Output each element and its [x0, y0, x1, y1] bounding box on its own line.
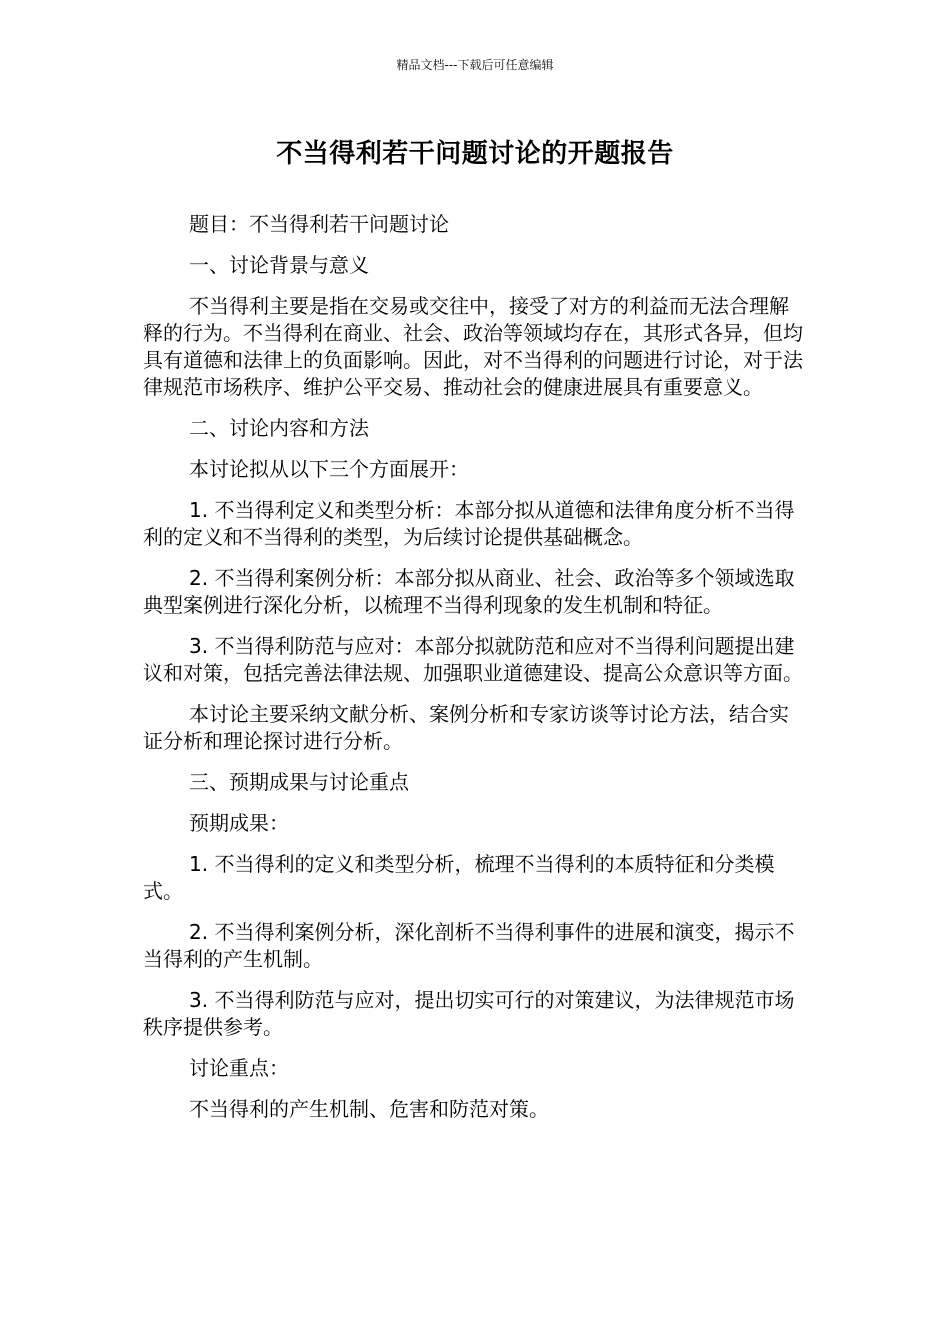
expected-outcomes-label: 预期成果：	[189, 811, 289, 835]
outcome-item-1: 1. 不当得利的定义和类型分析，梳理不当得利的本质特征和分类模式。	[143, 852, 775, 903]
page-header: 精品文档---下载后可任意编辑	[396, 58, 554, 72]
focus-paragraph: 不当得利的产生机制、危害和防范对策。	[189, 1097, 549, 1121]
content-item-3: 3. 不当得利防范与应对：本部分拟就防范和应对不当得利问题提出建议和对策，包括完善法律法规、加强职业道德建设、提高公众意识等方面。	[143, 634, 803, 685]
outcome-item-2: 2. 不当得利案例分析，深化剖析不当得利事件的进展和演变，揭示不当得利的产生机制。	[143, 920, 795, 971]
content-item-1: 1. 不当得利定义和类型分析：本部分拟从道德和法律角度分析不当得利的定义和不当得利的类型，为后续讨论提供基础概念。	[143, 498, 795, 549]
document-title: 不当得利若干问题讨论的开题报告	[276, 139, 674, 169]
document-body	[143, 211, 803, 1123]
method-paragraph: 本讨论主要采纳文献分析、案例分析和专家访谈等讨论方法，结合实证分析和理论探讨进行分析。	[143, 702, 789, 753]
section-heading-background: 一、讨论背景与意义	[189, 253, 369, 277]
section-heading-content-method: 二、讨论内容和方法	[189, 416, 369, 440]
content-item-2: 2. 不当得利案例分析：本部分拟从商业、社会、政治等多个领域选取典型案例进行深化分析，以梳理不当得利现象的发生机制和特征。	[143, 566, 795, 617]
outcome-item-3: 3. 不当得利防范与应对，提出切实可行的对策建议，为法律规范市场秩序提供参考。	[143, 988, 795, 1039]
topic-line: 题目：不当得利若干问题讨论	[189, 212, 449, 236]
focus-label: 讨论重点：	[189, 1056, 289, 1080]
section-heading-outcomes: 三、预期成果与讨论重点	[189, 770, 409, 794]
content-intro: 本讨论拟从以下三个方面展开：	[189, 457, 469, 481]
background-paragraph: 不当得利主要是指在交易或交往中，接受了对方的利益而无法合理解释的行为。不当得利在商业、社会、政治等领域均存在，其形式各异，但均具有道德和法律上的负面影响。因此，对不当得利的问题进行讨论，对于法律规范市场秩序、维护公平交易、推动社会的健康进展具有重要意义。	[143, 294, 803, 399]
